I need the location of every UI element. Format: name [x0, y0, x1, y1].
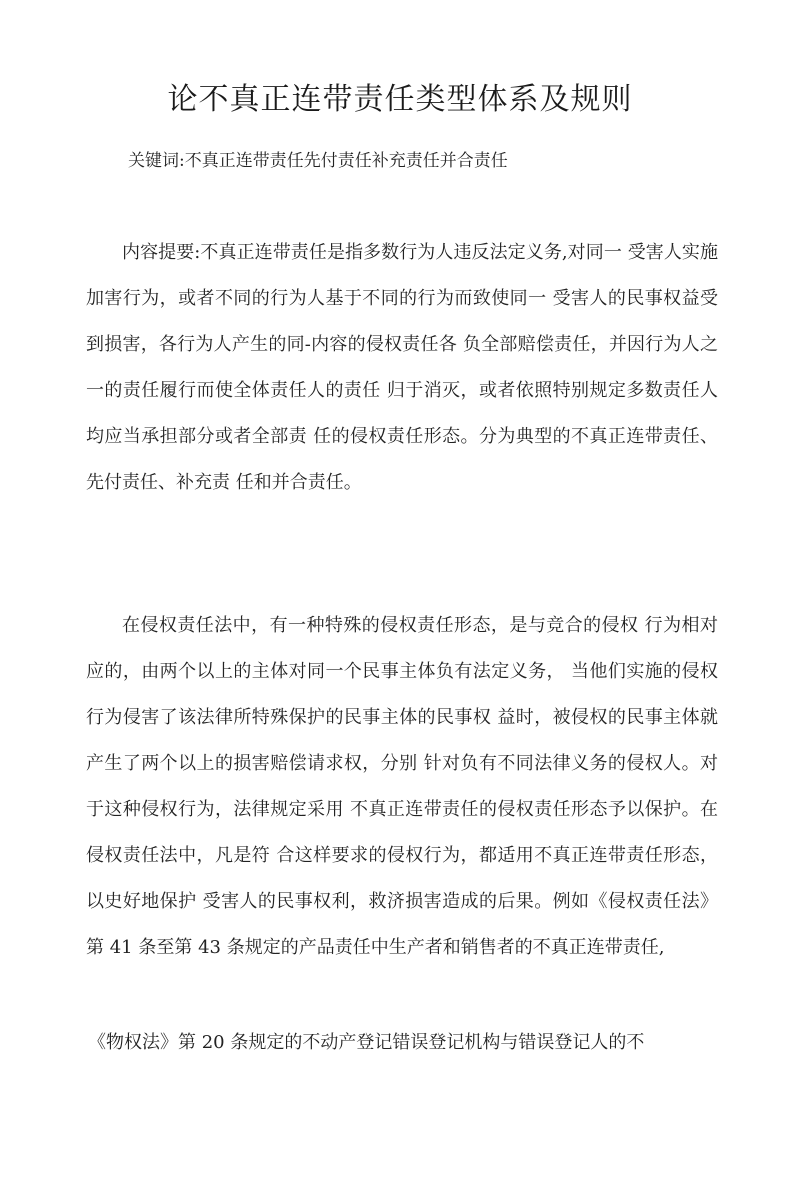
abstract-paragraph: 内容提要:不真正连带责任是指多数行为人违反法定义务,对同一 受害人实施加害行为，或者不同的行为人基于不同的行为而致使同一 受害人的民事权益受到损害，各行为人产生的同-内容的侵权责任各 负全部赔偿责任，并因行为人之一的责任履行而使全体责任人的责任 归于消灭，或者依照特别规定多数责任人均应当承担部分或者全部责 任的侵权责任形态。分为典型的不真正连带责任、先付责任、补充责 任和并合责任。: [86, 242, 718, 493]
document-title: 论不真正连带责任类型体系及规则: [167, 82, 633, 117]
body-paragraph-1: 在侵权责任法中，有一种特殊的侵权责任形态，是与竞合的侵权 行为相对应的，由两个以上的主体对同一个民事主体负有法定义务， 当他们实施的侵权行为侵害了该法律所特殊保护的民事主体的民事权 益时，被侵权的民事主体就产生了两个以上的损害赔偿请求权，分别 针对负有不同法律义务的侵权人。对于这种侵权行为，法律规定采用 不真正连带责任的侵权责任形态予以保护。在侵权责任法中，凡是符 合这样要求的侵权行为，都适用不真正连带责任形态，以史好地保护 受害人的民事权利，救济损害造成的后果。例如《侵权责任法》第 41 条至第 43 条规定的产品责任中生产者和销售者的不真正连带责任,: [86, 615, 718, 958]
keywords-line: 关键词:不真正连带责任先付责任补充责任并合责任: [128, 151, 508, 171]
body-paragraph-2: 《物权法》第 20 条规定的不动产登记错误登记机构与错误登记人的不: [88, 1032, 645, 1053]
